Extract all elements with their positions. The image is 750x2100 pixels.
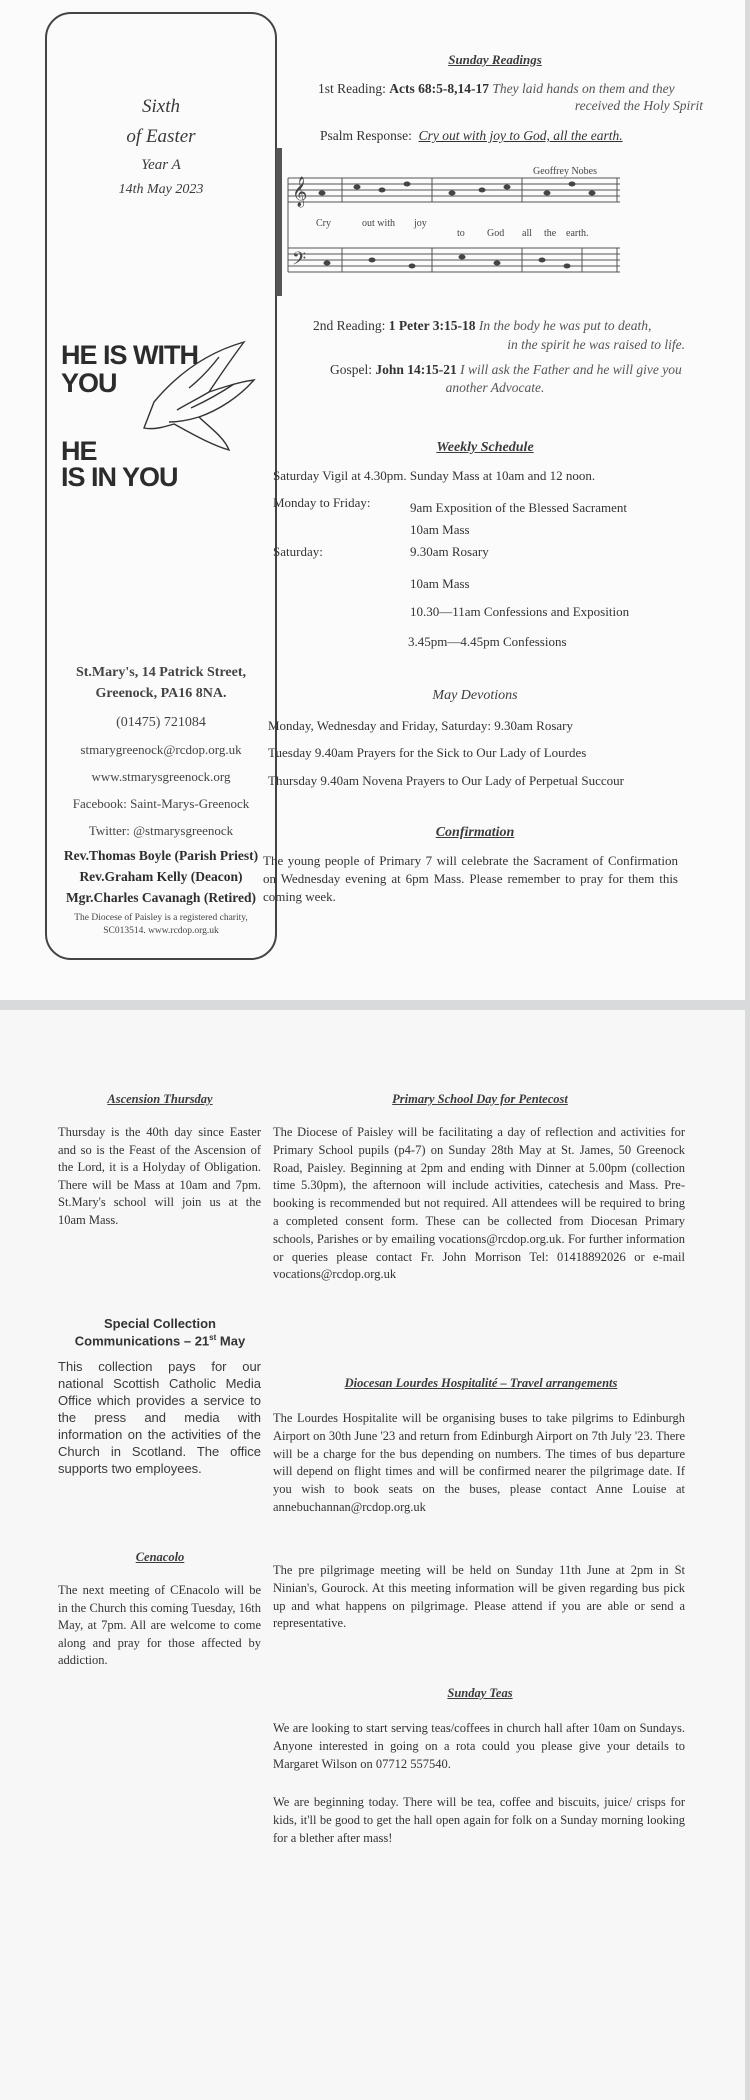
sunday-teas-text-2: We are beginning today. There will be tea, coffee and biscuits, juice/ crisps for kids, it'll be good to get the hall open again for folk on a Sunday morning looking for a blether after mass! — [273, 1795, 685, 1845]
cenacolo-text: The next meeting of CEnacolo will be in the Church this coming Tuesday, 16th May, at 7pm. All are welcome to come along and pray for those affected by addiction. — [58, 1583, 261, 1668]
gospel-ref: John 14:15-21 — [375, 362, 457, 377]
second-reading — [313, 318, 713, 334]
first-reading-text-1: They laid hands on them and they — [492, 81, 675, 96]
lyric-3: joy — [414, 218, 427, 229]
special-collection-text: This collection pays for our national Scottish Catholic Media Office which provides a service to the press and media with information on the activities of the Church in Scotland. The office supports two employees. — [58, 1359, 261, 1476]
may-devotions-heading: May Devotions — [432, 688, 518, 703]
sunday-teas-heading: Sunday Teas — [447, 1686, 513, 1700]
gospel-reading — [330, 362, 720, 378]
gospel-label: Gospel: — [330, 362, 372, 377]
confirmation-heading: Confirmation — [435, 825, 515, 840]
logo-line-1: HE IS WITH — [61, 340, 198, 370]
lourdes-heading: Diocesan Lourdes Hospitalité – Travel arrangements — [344, 1376, 618, 1390]
schedule-saturday-1: 9.30am Rosary — [410, 544, 489, 559]
logo-line-3: HE — [61, 436, 97, 466]
sunday-title-line1: Sixth — [142, 96, 180, 117]
gospel-text-1: I will ask the Father and he will give you — [460, 362, 682, 377]
gospel-text-2: another Advocate. — [445, 380, 545, 395]
confirmation-text: The young people of Primary 7 will celebrate the Sacrament of Confirmation on Wednesday evening at 6pm Mass. Please remember to pray for them this coming week. — [263, 853, 678, 904]
schedule-weekday-2: 10am Mass — [410, 522, 470, 537]
schedule-weekend: Saturday Vigil at 4.30pm. Sunday Mass at 10am and 12 noon. — [273, 468, 596, 483]
lyric-1: Cry — [316, 218, 331, 229]
special-collection-subtitle: Communications – 21st May — [74, 1333, 246, 1349]
first-reading — [318, 80, 713, 98]
liturgical-year: Year A — [141, 156, 181, 173]
first-reading-text-2: received the Holy Spirit — [574, 98, 703, 113]
clergy-parish-priest: Rev.Thomas Boyle (Parish Priest) — [63, 848, 259, 863]
music-staves — [282, 148, 627, 296]
sunday-teas-text-1: We are looking to start serving teas/coffees in church hall after 10am on Sundays. Anyone interested in going on a rota could you please give your details to Margaret Wilson on 07712 557540. — [273, 1721, 685, 1771]
weekly-schedule-heading: Weekly Schedule — [436, 440, 534, 455]
svg-text:𝄞: 𝄞 — [292, 177, 308, 207]
second-reading-label: 2nd Reading: — [313, 318, 386, 333]
psalm-text: Cry out with joy to God, all the earth. — [418, 128, 623, 143]
twitter: Twitter: @stmarysgreenock — [88, 823, 234, 838]
dove-logo — [59, 332, 269, 502]
music-composer: Geoffrey Nobes — [533, 166, 597, 177]
svg-text:𝄢: 𝄢 — [292, 249, 307, 274]
clergy-retired: Mgr.Charles Cavanagh (Retired) — [65, 890, 257, 905]
address-line-1: St.Mary's, 14 Patrick Street, — [75, 665, 247, 680]
clergy-deacon: Rev.Graham Kelly (Deacon) — [79, 869, 243, 884]
schedule-saturday-4: 3.45pm—4.45pm Confessions — [408, 634, 567, 649]
sunday-title-line2: of Easter — [126, 126, 196, 148]
special-collection-title: Special Collection — [104, 1316, 216, 1331]
lyric-7: the — [544, 228, 557, 239]
sidebar-heading — [47, 92, 275, 198]
schedule-saturday-2: 10am Mass — [410, 576, 470, 591]
sunday-readings-heading: Sunday Readings — [448, 52, 542, 67]
psalm-response — [320, 128, 720, 144]
website: www.stmarysgreenock.org — [91, 769, 231, 784]
charity-line-1: The Diocese of Paisley is a registered charity, — [74, 913, 248, 923]
charity-line-2: SC013514. www.rcdop.org.uk — [103, 926, 219, 936]
second-reading-text-2: in the spirit he was raised to life. — [507, 337, 685, 352]
primary-day-text: The Diocese of Paisley will be facilitating a day of reflection and activities for Primary School pupils (p4-7) on Sunday 28th May at St. James, 50 Greenock Road, Paisley. Beginning at 2pm and ending with Dinner at 5.00pm (collection time 5.30pm), the afternoon will include activities, catechesis and Mass. Pre-booking is recommended but not required. All attendees will be required to bring a completed consent form. These can be collected from Diocesan Primary schools, Parishes or by emailing vocations@rcdop.org.uk. For further information or queries please contact Fr. John Morrison Tel: 01418892026 or e-mail vocations@rcdop.org.uk — [273, 1125, 685, 1282]
devotion-line-1: Monday, Wednesday and Friday, Saturday: 9.30am Rosary — [268, 718, 573, 733]
address-line-2: Greenock, PA16 8NA. — [95, 686, 227, 701]
psalm-music-score — [276, 148, 627, 296]
bulletin-page-2 — [0, 1010, 745, 2100]
lourdes-text-1: The Lourdes Hospitalite will be organising buses to take pilgrims to Edinburgh Airport on 30th June '23 and return from Edinburgh Airport on 7th July '23. There will be a charge for the bus depending on numbers. The times of bus departure will depend on flight times and will be confirmed nearer the pilgrimage date. If you wish to book seats on the buses, please contact Anne Louise at annebuchannan@rcdop.org.uk — [273, 1411, 685, 1514]
facebook: Facebook: Saint-Marys-Greenock — [72, 796, 250, 811]
schedule-saturday-label: Saturday: — [273, 544, 323, 559]
schedule-weekday-label: Monday to Friday: — [273, 495, 371, 510]
devotion-line-2: Tuesday 9.40am Prayers for the Sick to Our Lady of Lourdes — [268, 745, 587, 760]
sidebar-panel — [45, 12, 277, 960]
lyric-2: out with — [362, 218, 396, 229]
ascension-heading: Ascension Thursday — [107, 1092, 213, 1106]
lyric-5: God — [487, 228, 505, 239]
ascension-text: Thursday is the 40th day since Easter and so is the Feast of the Ascension of the Lord, it is a Holyday of Obligation. There will be Mass at 10am and 7pm. St.Mary's school will join us at the 10am Mass. — [58, 1125, 261, 1227]
second-reading-ref: 1 Peter 3:15-18 — [388, 318, 476, 333]
special-collection-heading — [60, 1316, 260, 1348]
primary-day-heading: Primary School Day for Pentecost — [392, 1092, 568, 1106]
second-reading-text-1: In the body he was put to death, — [478, 318, 652, 333]
lourdes-text-2: The pre pilgrimage meeting will be held on Sunday 11th June at 2pm in St Ninian's, Gourock. At this meeting information will be given regarding bus pick up and what happens on pilgrimage. Please attend if you are able or send a representative. — [273, 1563, 685, 1631]
bulletin-date: 14th May 2023 — [118, 181, 204, 197]
logo-line-2: YOU — [61, 368, 117, 398]
lyric-8: earth. — [566, 228, 589, 239]
lyric-6: all — [522, 228, 532, 239]
first-reading-ref: Acts 68:5-8,14-17 — [389, 81, 489, 96]
parish-info — [53, 662, 269, 938]
email-address: stmarygreenock@rcdop.org.uk — [80, 742, 242, 757]
cenacolo-heading: Cenacolo — [135, 1550, 185, 1564]
schedule-saturday-3: 10.30—11am Confessions and Exposition — [410, 604, 630, 619]
psalm-label: Psalm Response: — [320, 128, 412, 143]
schedule-weekday-1: 9am Exposition of the Blessed Sacrament — [410, 500, 627, 515]
devotion-line-3: Thursday 9.40am Novena Prayers to Our Lady of Perpetual Succour — [268, 773, 624, 788]
phone-number: (01475) 721084 — [116, 715, 206, 730]
lyric-4: to — [457, 228, 465, 239]
first-reading-label: 1st Reading: — [318, 81, 386, 96]
logo-line-4: IS IN YOU — [61, 462, 178, 492]
bulletin-page-1 — [0, 0, 745, 1000]
